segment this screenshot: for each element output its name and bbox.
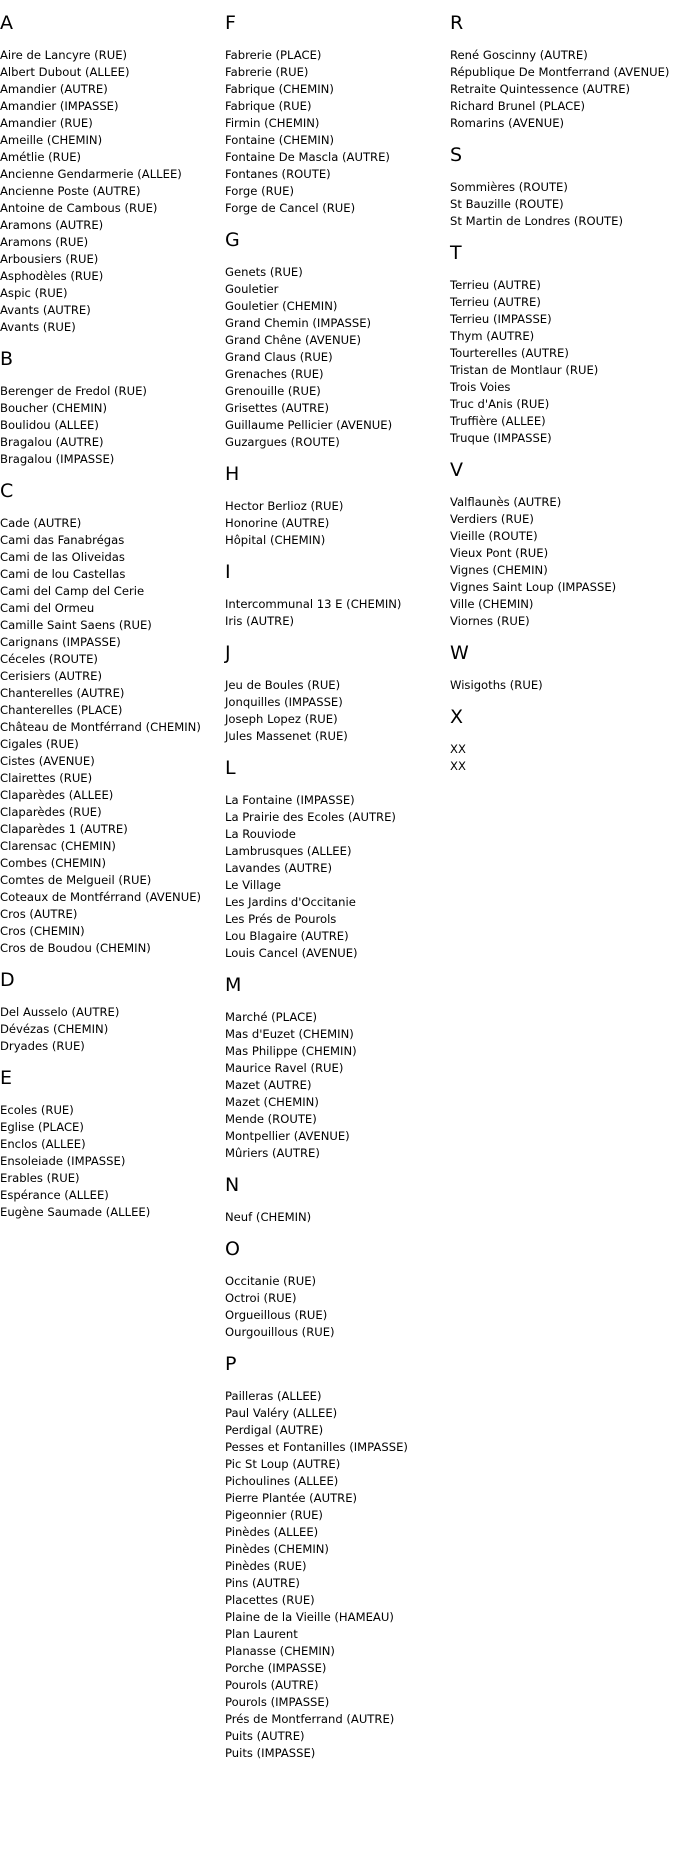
street-link-montpellier-avenue[interactable]: Montpellier (AVENUE) xyxy=(225,1129,350,1143)
letter-group-j xyxy=(225,643,450,745)
letter-heading-l: L xyxy=(225,757,236,779)
street-link-grand-claus-rue[interactable]: Grand Claus (RUE) xyxy=(225,350,333,364)
letter-group-h xyxy=(225,464,450,549)
street-index-column-3 xyxy=(450,0,675,782)
street-link-ameille-chemin[interactable]: Ameille (CHEMIN) xyxy=(0,133,103,147)
street-link-claparedes-rue[interactable]: Claparèdes (RUE) xyxy=(0,805,102,819)
street-link-tourterelles-autre[interactable]: Tourterelles (AUTRE) xyxy=(450,346,569,360)
street-link-cros-autre[interactable]: Cros (AUTRE) xyxy=(0,907,78,921)
street-link-erables-rue[interactable]: Erables (RUE) xyxy=(0,1171,80,1185)
street-link-ametlie-rue[interactable]: Amétlie (RUE) xyxy=(0,150,82,164)
street-link-valflaunes-autre[interactable]: Valflaunès (AUTRE) xyxy=(450,495,562,509)
street-link-pres-de-montferrand-autre[interactable]: Prés de Montferrand (AUTRE) xyxy=(225,1712,395,1726)
street-link-cigales-rue[interactable]: Cigales (RUE) xyxy=(0,737,79,751)
letter-group-w xyxy=(450,643,675,694)
street-link-esperance-allee[interactable]: Espérance (ALLEE) xyxy=(0,1188,109,1202)
street-link-mende-route[interactable]: Mende (ROUTE) xyxy=(225,1112,317,1126)
street-link-grisettes-autre[interactable]: Grisettes (AUTRE) xyxy=(225,401,330,415)
letter-group-f xyxy=(225,13,450,217)
street-link-eugene-saumade-allee[interactable]: Eugène Saumade (ALLEE) xyxy=(0,1205,151,1219)
street-link-boucher-chemin[interactable]: Boucher (CHEMIN) xyxy=(0,401,107,415)
street-link-bragalou-impasse[interactable]: Bragalou (IMPASSE) xyxy=(0,452,115,466)
letter-heading-p: P xyxy=(225,1353,237,1375)
street-link-la-prairie-des-ecoles-autre[interactable]: La Prairie des Ecoles (AUTRE) xyxy=(225,810,396,824)
street-link-wisigoths-rue[interactable]: Wisigoths (RUE) xyxy=(450,678,543,692)
street-link-occitanie-rue[interactable]: Occitanie (RUE) xyxy=(225,1274,317,1288)
letter-heading-t: T xyxy=(450,242,462,264)
street-link-le-village[interactable]: Le Village xyxy=(225,878,282,892)
street-link-orgueillous-rue[interactable]: Orgueillous (RUE) xyxy=(225,1308,328,1322)
letter-group-t xyxy=(450,243,675,447)
street-link-chanterelles-autre[interactable]: Chanterelles (AUTRE) xyxy=(0,686,125,700)
street-index-column-2 xyxy=(225,0,450,1769)
street-link-lambrusques-allee[interactable]: Lambrusques (ALLEE) xyxy=(225,844,352,858)
letter-heading-c: C xyxy=(0,480,14,502)
street-link-cerisiers-autre[interactable]: Cerisiers (AUTRE) xyxy=(0,669,103,683)
street-link-ecoles-rue[interactable]: Ecoles (RUE) xyxy=(0,1103,74,1117)
street-link-puits-autre[interactable]: Puits (AUTRE) xyxy=(225,1729,305,1743)
street-link-cade-autre[interactable]: Cade (AUTRE) xyxy=(0,516,82,530)
street-link-claparedes-allee[interactable]: Claparèdes (ALLEE) xyxy=(0,788,114,802)
street-link-chanterelles-place[interactable]: Chanterelles (PLACE) xyxy=(0,703,123,717)
street-link-berenger-de-fredol-rue[interactable]: Berenger de Fredol (RUE) xyxy=(0,384,147,398)
street-link-truc-d-anis-rue[interactable]: Truc d'Anis (RUE) xyxy=(450,397,550,411)
letter-group-x xyxy=(450,707,675,775)
street-link-amandier-impasse[interactable]: Amandier (IMPASSE) xyxy=(0,99,119,113)
street-link-combes-chemin[interactable]: Combes (CHEMIN) xyxy=(0,856,106,870)
street-link-pourols-autre[interactable]: Pourols (AUTRE) xyxy=(225,1678,319,1692)
street-link-comtes-de-melgueil-rue[interactable]: Comtes de Melgueil (RUE) xyxy=(0,873,152,887)
street-link-cistes-avenue[interactable]: Cistes (AVENUE) xyxy=(0,754,95,768)
street-link-carignans-impasse[interactable]: Carignans (IMPASSE) xyxy=(0,635,121,649)
street-list-d xyxy=(0,1004,222,1055)
street-list-a xyxy=(0,47,222,336)
letter-group-o xyxy=(225,1239,450,1341)
letter-heading-h: H xyxy=(225,463,240,485)
street-link-joseph-lopez-rue[interactable]: Joseph Lopez (RUE) xyxy=(225,712,338,726)
street-link-la-rouviode[interactable]: La Rouviode xyxy=(225,827,296,841)
street-link-mazet-chemin[interactable]: Mazet (CHEMIN) xyxy=(225,1095,319,1109)
street-link-guillaume-pellicier-avenue[interactable]: Guillaume Pellicier (AVENUE) xyxy=(225,418,393,432)
street-link-lou-blagaire-autre[interactable]: Lou Blagaire (AUTRE) xyxy=(225,929,349,943)
street-link-les-jardins-d-occitanie[interactable]: Les Jardins d'Occitanie xyxy=(225,895,356,909)
street-link-viornes-rue[interactable]: Viornes (RUE) xyxy=(450,614,530,628)
street-link-lavandes-autre[interactable]: Lavandes (AUTRE) xyxy=(225,861,333,875)
street-link-st-bauzille-route[interactable]: St Bauzille (ROUTE) xyxy=(450,197,564,211)
street-link-terrieu-impasse[interactable]: Terrieu (IMPASSE) xyxy=(450,312,552,326)
street-link-cami-del-camp-del-cerie[interactable]: Cami del Camp del Cerie xyxy=(0,584,145,598)
letter-group-c xyxy=(0,481,222,957)
letter-group-b xyxy=(0,349,222,468)
street-link-republique-de-montferrand-avenue[interactable]: République De Montferrand (AVENUE) xyxy=(450,65,670,79)
street-list-p xyxy=(225,1388,450,1762)
street-link-fabrerie-place[interactable]: Fabrerie (PLACE) xyxy=(225,48,322,62)
street-link-cami-das-fanabregas[interactable]: Cami das Fanabrégas xyxy=(0,533,125,547)
street-link-verdiers-rue[interactable]: Verdiers (RUE) xyxy=(450,512,534,526)
letter-heading-g: G xyxy=(225,229,240,251)
street-link-fontaine-de-mascla-autre[interactable]: Fontaine De Mascla (AUTRE) xyxy=(225,150,390,164)
street-link-la-fontaine-impasse[interactable]: La Fontaine (IMPASSE) xyxy=(225,793,355,807)
street-link-firmin-chemin[interactable]: Firmin (CHEMIN) xyxy=(225,116,320,130)
street-link-cami-de-las-oliveidas[interactable]: Cami de las Oliveidas xyxy=(0,550,125,564)
letter-group-d xyxy=(0,970,222,1055)
street-link-ceceles-route[interactable]: Céceles (ROUTE) xyxy=(0,652,98,666)
street-link-claparedes-1-autre[interactable]: Claparèdes 1 (AUTRE) xyxy=(0,822,128,836)
street-link-pinedes-rue[interactable]: Pinèdes (RUE) xyxy=(225,1559,307,1573)
street-link-grenouille-rue[interactable]: Grenouille (RUE) xyxy=(225,384,321,398)
letter-heading-e: E xyxy=(0,1067,13,1089)
street-link-clairettes-rue[interactable]: Clairettes (RUE) xyxy=(0,771,93,785)
letter-group-a xyxy=(0,13,222,336)
street-link-cami-del-ormeu[interactable]: Cami del Ormeu xyxy=(0,601,95,615)
street-link-ville-chemin[interactable]: Ville (CHEMIN) xyxy=(450,597,534,611)
street-link-dryades-rue[interactable]: Dryades (RUE) xyxy=(0,1039,85,1053)
street-link-terrieu-autre[interactable]: Terrieu (AUTRE) xyxy=(450,278,541,292)
street-link-jonquilles-impasse[interactable]: Jonquilles (IMPASSE) xyxy=(225,695,343,709)
letter-heading-v: V xyxy=(450,459,463,481)
street-link-grand-chene-avenue[interactable]: Grand Chêne (AVENUE) xyxy=(225,333,361,347)
street-link-pesses-et-fontanilles-impasse[interactable]: Pesses et Fontanilles (IMPASSE) xyxy=(225,1440,408,1454)
street-link-plaine-de-la-vieille-hameau[interactable]: Plaine de la Vieille (HAMEAU) xyxy=(225,1610,394,1624)
street-link-fabrique-rue[interactable]: Fabrique (RUE) xyxy=(225,99,312,113)
street-link-bragalou-autre[interactable]: Bragalou (AUTRE) xyxy=(0,435,104,449)
street-link-fontaine-chemin[interactable]: Fontaine (CHEMIN) xyxy=(225,133,335,147)
street-link-clarensac-chemin[interactable]: Clarensac (CHEMIN) xyxy=(0,839,116,853)
street-list-l xyxy=(225,792,450,962)
street-link-sommieres-route[interactable]: Sommières (ROUTE) xyxy=(450,180,568,194)
street-link-hector-berlioz-rue[interactable]: Hector Berlioz (RUE) xyxy=(225,499,344,513)
street-link-gouletier-chemin[interactable]: Gouletier (CHEMIN) xyxy=(225,299,338,313)
street-link-trois-voies[interactable]: Trois Voies xyxy=(450,380,511,394)
letter-group-l xyxy=(225,758,450,962)
letter-heading-m: M xyxy=(225,974,242,996)
street-list-w xyxy=(450,677,675,694)
street-link-fabrerie-rue[interactable]: Fabrerie (RUE) xyxy=(225,65,309,79)
street-link-vieille-route[interactable]: Vieille (ROUTE) xyxy=(450,529,538,543)
street-list-v xyxy=(450,494,675,630)
street-link-aire-de-lancyre-rue[interactable]: Aire de Lancyre (RUE) xyxy=(0,48,128,62)
street-link-planasse-chemin[interactable]: Planasse (CHEMIN) xyxy=(225,1644,335,1658)
letter-group-r xyxy=(450,13,675,132)
street-list-i xyxy=(225,596,450,630)
street-link-st-martin-de-londres-route[interactable]: St Martin de Londres (ROUTE) xyxy=(450,214,623,228)
street-link-enclos-allee[interactable]: Enclos (ALLEE) xyxy=(0,1137,86,1151)
street-link-forge-rue[interactable]: Forge (RUE) xyxy=(225,184,295,198)
street-link-aramons-rue[interactable]: Aramons (RUE) xyxy=(0,235,89,249)
street-link-asphodeles-rue[interactable]: Asphodèles (RUE) xyxy=(0,269,104,283)
street-link-genets-rue[interactable]: Genets (RUE) xyxy=(225,265,303,279)
street-link-placettes-rue[interactable]: Placettes (RUE) xyxy=(225,1593,315,1607)
street-list-b xyxy=(0,383,222,468)
street-link-ourgouillous-rue[interactable]: Ourgouillous (RUE) xyxy=(225,1325,335,1339)
street-link-amandier-rue[interactable]: Amandier (RUE) xyxy=(0,116,93,130)
street-link-avants-autre[interactable]: Avants (AUTRE) xyxy=(0,303,91,317)
letter-group-n xyxy=(225,1175,450,1226)
street-link-plan-laurent[interactable]: Plan Laurent xyxy=(225,1627,298,1641)
letter-group-p xyxy=(225,1354,450,1762)
letter-heading-a: A xyxy=(0,12,13,34)
street-link-louis-cancel-avenue[interactable]: Louis Cancel (AVENUE) xyxy=(225,946,358,960)
street-list-o xyxy=(225,1273,450,1341)
street-link-hopital-chemin[interactable]: Hôpital (CHEMIN) xyxy=(225,533,326,547)
street-link-muriers-autre[interactable]: Mûriers (AUTRE) xyxy=(225,1146,320,1160)
street-link-devezas-chemin[interactable]: Dévézas (CHEMIN) xyxy=(0,1022,109,1036)
street-link-camille-saint-saens-rue[interactable]: Camille Saint Saens (RUE) xyxy=(0,618,152,632)
street-link-jeu-de-boules-rue[interactable]: Jeu de Boules (RUE) xyxy=(225,678,341,692)
letter-group-e xyxy=(0,1068,222,1221)
street-link-honorine-autre[interactable]: Honorine (AUTRE) xyxy=(225,516,330,530)
street-list-f xyxy=(225,47,450,217)
street-link-fabrique-chemin[interactable]: Fabrique (CHEMIN) xyxy=(225,82,334,96)
street-link-cami-de-lou-castellas[interactable]: Cami de lou Castellas xyxy=(0,567,126,581)
letter-heading-i: I xyxy=(225,561,231,583)
street-link-maurice-ravel-rue[interactable]: Maurice Ravel (RUE) xyxy=(225,1061,344,1075)
street-list-x xyxy=(450,741,675,775)
street-link-vignes-chemin[interactable]: Vignes (CHEMIN) xyxy=(450,563,548,577)
street-link-pic-st-loup-autre[interactable]: Pic St Loup (AUTRE) xyxy=(225,1457,341,1471)
street-link-arbousiers-rue[interactable]: Arbousiers (RUE) xyxy=(0,252,99,266)
letter-heading-j: J xyxy=(225,642,231,664)
street-link-avants-rue[interactable]: Avants (RUE) xyxy=(0,320,76,334)
street-link-iris-autre[interactable]: Iris (AUTRE) xyxy=(225,614,295,628)
street-link-pinedes-chemin[interactable]: Pinèdes (CHEMIN) xyxy=(225,1542,329,1556)
street-link-fontanes-route[interactable]: Fontanes (ROUTE) xyxy=(225,167,331,181)
letter-heading-s: S xyxy=(450,144,463,166)
street-link-jules-massenet-rue[interactable]: Jules Massenet (RUE) xyxy=(225,729,348,743)
street-link-mazet-autre[interactable]: Mazet (AUTRE) xyxy=(225,1078,312,1092)
street-link-perdigal-autre[interactable]: Perdigal (AUTRE) xyxy=(225,1423,324,1437)
street-link-pinedes-allee[interactable]: Pinèdes (ALLEE) xyxy=(225,1525,319,1539)
street-list-g xyxy=(225,264,450,451)
street-link-pigeonnier-rue[interactable]: Pigeonnier (RUE) xyxy=(225,1508,323,1522)
street-link-pins-autre[interactable]: Pins (AUTRE) xyxy=(225,1576,300,1590)
letter-heading-r: R xyxy=(450,12,464,34)
letter-heading-x: X xyxy=(450,706,464,728)
street-list-s xyxy=(450,179,675,230)
street-link-marche-place[interactable]: Marché (PLACE) xyxy=(225,1010,318,1024)
street-link-cros-chemin[interactable]: Cros (CHEMIN) xyxy=(0,924,85,938)
street-link-eglise-place[interactable]: Eglise (PLACE) xyxy=(0,1120,84,1134)
street-link-richard-brunel-place[interactable]: Richard Brunel (PLACE) xyxy=(450,99,586,113)
letter-group-m xyxy=(225,975,450,1162)
street-link-aramons-autre[interactable]: Aramons (AUTRE) xyxy=(0,218,104,232)
street-link-grand-chemin-impasse[interactable]: Grand Chemin (IMPASSE) xyxy=(225,316,372,330)
street-link-terrieu-autre[interactable]: Terrieu (AUTRE) xyxy=(450,295,541,309)
street-link-mas-d-euzet-chemin[interactable]: Mas d'Euzet (CHEMIN) xyxy=(225,1027,354,1041)
letter-group-v xyxy=(450,460,675,630)
street-list-h xyxy=(225,498,450,549)
street-list-e xyxy=(0,1102,222,1221)
street-link-ancienne-gendarmerie-allee[interactable]: Ancienne Gendarmerie (ALLEE) xyxy=(0,167,182,181)
street-link-neuf-chemin[interactable]: Neuf (CHEMIN) xyxy=(225,1210,312,1224)
letter-heading-o: O xyxy=(225,1238,240,1260)
street-link-albert-dubout-allee[interactable]: Albert Dubout (ALLEE) xyxy=(0,65,130,79)
street-link-porche-impasse[interactable]: Porche (IMPASSE) xyxy=(225,1661,327,1675)
street-link-octroi-rue[interactable]: Octroi (RUE) xyxy=(225,1291,297,1305)
street-link-pourols-impasse[interactable]: Pourols (IMPASSE) xyxy=(225,1695,330,1709)
street-link-tristan-de-montlaur-rue[interactable]: Tristan de Montlaur (RUE) xyxy=(450,363,599,377)
street-link-cros-de-boudou-chemin[interactable]: Cros de Boudou (CHEMIN) xyxy=(0,941,151,955)
letter-group-g xyxy=(225,230,450,451)
street-list-c xyxy=(0,515,222,957)
street-link-del-ausselo-autre[interactable]: Del Ausselo (AUTRE) xyxy=(0,1005,120,1019)
street-link-vieux-pont-rue[interactable]: Vieux Pont (RUE) xyxy=(450,546,549,560)
street-list-n xyxy=(225,1209,450,1226)
letter-heading-d: D xyxy=(0,969,15,991)
street-link-antoine-de-cambous-rue[interactable]: Antoine de Cambous (RUE) xyxy=(0,201,158,215)
street-link-xx[interactable]: XX xyxy=(450,742,466,756)
street-link-thym-autre[interactable]: Thym (AUTRE) xyxy=(450,329,535,343)
street-link-aspic-rue[interactable]: Aspic (RUE) xyxy=(0,286,68,300)
street-link-gouletier[interactable]: Gouletier xyxy=(225,282,279,296)
street-link-pierre-plantee-autre[interactable]: Pierre Plantée (AUTRE) xyxy=(225,1491,358,1505)
street-link-coteaux-de-montferrand-avenue[interactable]: Coteaux de Montférrand (AVENUE) xyxy=(0,890,202,904)
street-list-t xyxy=(450,277,675,447)
street-link-guzargues-route[interactable]: Guzargues (ROUTE) xyxy=(225,435,340,449)
letter-heading-w: W xyxy=(450,642,469,664)
street-link-retraite-quintessence-autre[interactable]: Retraite Quintessence (AUTRE) xyxy=(450,82,631,96)
street-link-boulidou-allee[interactable]: Boulidou (ALLEE) xyxy=(0,418,99,432)
letter-heading-b: B xyxy=(0,348,14,370)
street-index-column-1 xyxy=(0,0,222,1228)
street-link-puits-impasse[interactable]: Puits (IMPASSE) xyxy=(225,1746,316,1760)
street-link-pichoulines-allee[interactable]: Pichoulines (ALLEE) xyxy=(225,1474,339,1488)
letter-heading-n: N xyxy=(225,1174,240,1196)
street-link-ensoleiade-impasse[interactable]: Ensoleiade (IMPASSE) xyxy=(0,1154,126,1168)
street-list-r xyxy=(450,47,675,132)
street-list-m xyxy=(225,1009,450,1162)
street-link-truffiere-allee[interactable]: Truffière (ALLEE) xyxy=(450,414,546,428)
street-list-j xyxy=(225,677,450,745)
street-link-vignes-saint-loup-impasse[interactable]: Vignes Saint Loup (IMPASSE) xyxy=(450,580,617,594)
street-link-pailleras-allee[interactable]: Pailleras (ALLEE) xyxy=(225,1389,322,1403)
street-link-mas-philippe-chemin[interactable]: Mas Philippe (CHEMIN) xyxy=(225,1044,357,1058)
street-link-xx[interactable]: XX xyxy=(450,759,466,773)
street-link-forge-de-cancel-rue[interactable]: Forge de Cancel (RUE) xyxy=(225,201,356,215)
letter-heading-f: F xyxy=(225,12,236,34)
letter-group-i xyxy=(225,562,450,630)
street-link-truque-impasse[interactable]: Truque (IMPASSE) xyxy=(450,431,552,445)
street-link-intercommunal-13-e-chemin[interactable]: Intercommunal 13 E (CHEMIN) xyxy=(225,597,402,611)
letter-group-s xyxy=(450,145,675,230)
street-link-amandier-autre[interactable]: Amandier (AUTRE) xyxy=(0,82,108,96)
street-link-paul-valery-allee[interactable]: Paul Valéry (ALLEE) xyxy=(225,1406,338,1420)
street-link-romarins-avenue[interactable]: Romarins (AVENUE) xyxy=(450,116,565,130)
street-link-ancienne-poste-autre[interactable]: Ancienne Poste (AUTRE) xyxy=(0,184,141,198)
street-link-grenaches-rue[interactable]: Grenaches (RUE) xyxy=(225,367,324,381)
street-link-chateau-de-montferrand-chemin[interactable]: Château de Montférrand (CHEMIN) xyxy=(0,720,201,734)
street-link-rene-goscinny-autre[interactable]: René Goscinny (AUTRE) xyxy=(450,48,588,62)
street-link-les-pres-de-pourols[interactable]: Les Prés de Pourols xyxy=(225,912,337,926)
